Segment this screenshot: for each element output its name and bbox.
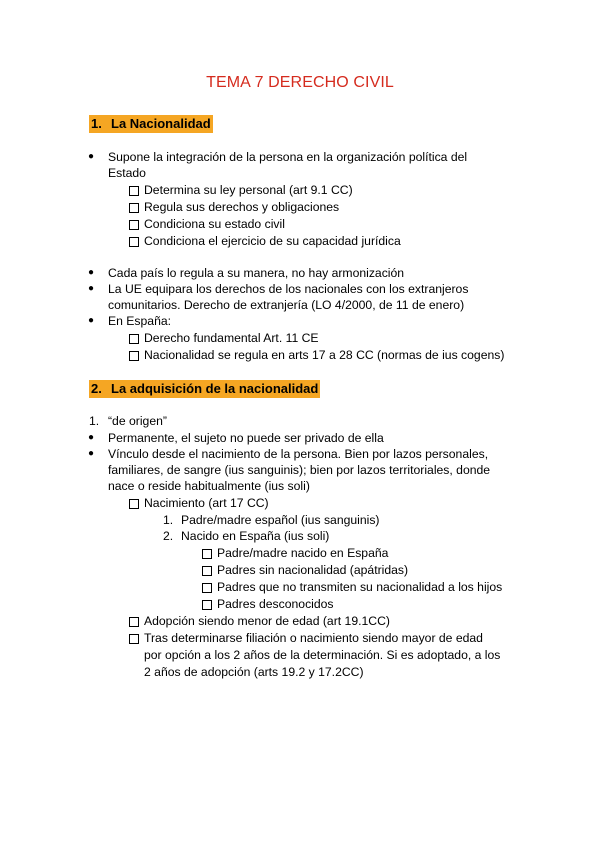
- list-number: 1.: [163, 513, 174, 527]
- checklist-item: Padres desconocidos: [217, 597, 334, 611]
- checklist-item: Regula sus derechos y obligaciones: [144, 200, 340, 214]
- list-item-text: Cada país lo regula a su manera, no hay armonización: [108, 266, 405, 280]
- list-number: 2.: [163, 529, 174, 543]
- checkbox-icon: [129, 237, 139, 247]
- bullet-icon: ●: [88, 315, 95, 326]
- checkbox-icon: [129, 220, 139, 230]
- bullet-icon: ●: [88, 151, 95, 162]
- section-1-title: La Nacionalidad: [111, 116, 211, 131]
- list-item-text: “de origen”: [108, 414, 167, 428]
- checklist-item: 2 años de adopción (arts 19.2 y 17.2CC): [144, 665, 364, 679]
- checkbox-icon: [129, 334, 139, 344]
- checklist-item: Tras determinarse filiación o nacimiento siendo mayor de edad: [144, 631, 483, 645]
- checkbox-icon: [129, 617, 139, 627]
- checklist-item: Condiciona el ejercicio de su capacidad jurídica: [144, 234, 401, 248]
- list-item-text: En España:: [108, 314, 172, 328]
- bullet-icon: ●: [88, 448, 95, 459]
- list-item-text: Permanente, el sujeto no puede ser privado de ella: [108, 431, 384, 445]
- checklist-item: Padres sin nacionalidad (apátridas): [217, 563, 409, 577]
- checklist-item: Nacimiento (art 17 CC): [144, 496, 269, 510]
- checkbox-icon: [129, 186, 139, 196]
- checkbox-icon: [202, 549, 212, 559]
- checkbox-icon: [129, 634, 139, 644]
- checklist-item: Condiciona su estado civil: [144, 217, 285, 231]
- list-item-text: nace o reside habitualmente (ius soli): [108, 479, 310, 493]
- checklist-item: por opción a los 2 años de la determinación. Si es adoptado, a los: [144, 648, 501, 662]
- checkbox-icon: [202, 583, 212, 593]
- list-item-text: familiares, de sangre (ius sanguinis); bien por lazos territoriales, donde: [108, 463, 491, 477]
- section-2-heading: [89, 380, 320, 398]
- section-2-number: 2.: [91, 381, 102, 396]
- checklist-item: Padre/madre nacido en España: [217, 546, 389, 560]
- list-item-text: Padre/madre español (ius sanguinis): [181, 513, 380, 527]
- section-2-title: La adquisición de la nacionalidad: [111, 381, 319, 396]
- bullet-icon: ●: [88, 267, 95, 278]
- checkbox-icon: [129, 351, 139, 361]
- section-1-heading: [89, 115, 213, 133]
- checklist-item: Nacionalidad se regula en arts 17 a 28 CC (normas de ius cogens): [144, 348, 505, 362]
- checkbox-icon: [129, 499, 139, 509]
- list-item-text: comunitarios. Derecho de extranjería (LO 4/2000, de 11 de enero): [108, 298, 465, 312]
- checklist-item: Adopción siendo menor de edad (art 19.1CC): [144, 614, 390, 628]
- checkbox-icon: [202, 600, 212, 610]
- list-item-text: Vínculo desde el nacimiento de la persona. Bien por lazos personales,: [108, 447, 489, 461]
- bullet-icon: ●: [88, 283, 95, 294]
- checklist-item: Determina su ley personal (art 9.1 CC): [144, 183, 353, 197]
- bullet-icon: ●: [88, 432, 95, 443]
- list-item-text: Nacido en España (ius soli): [181, 529, 330, 543]
- list-number: 1.: [89, 414, 100, 428]
- list-item-text: Estado: [108, 166, 146, 180]
- checklist-item: Derecho fundamental Art. 11 CE: [144, 331, 319, 345]
- checkbox-icon: [129, 203, 139, 213]
- document-title: TEMA 7 DERECHO CIVIL: [206, 74, 394, 91]
- checklist-item: Padres que no transmiten su nacionalidad a los hijos: [217, 580, 503, 594]
- section-1-number: 1.: [91, 116, 102, 131]
- checkbox-icon: [202, 566, 212, 576]
- list-item-text: La UE equipara los derechos de los nacionales con los extranjeros: [108, 282, 469, 296]
- list-item-text: Supone la integración de la persona en la organización política del: [108, 150, 468, 164]
